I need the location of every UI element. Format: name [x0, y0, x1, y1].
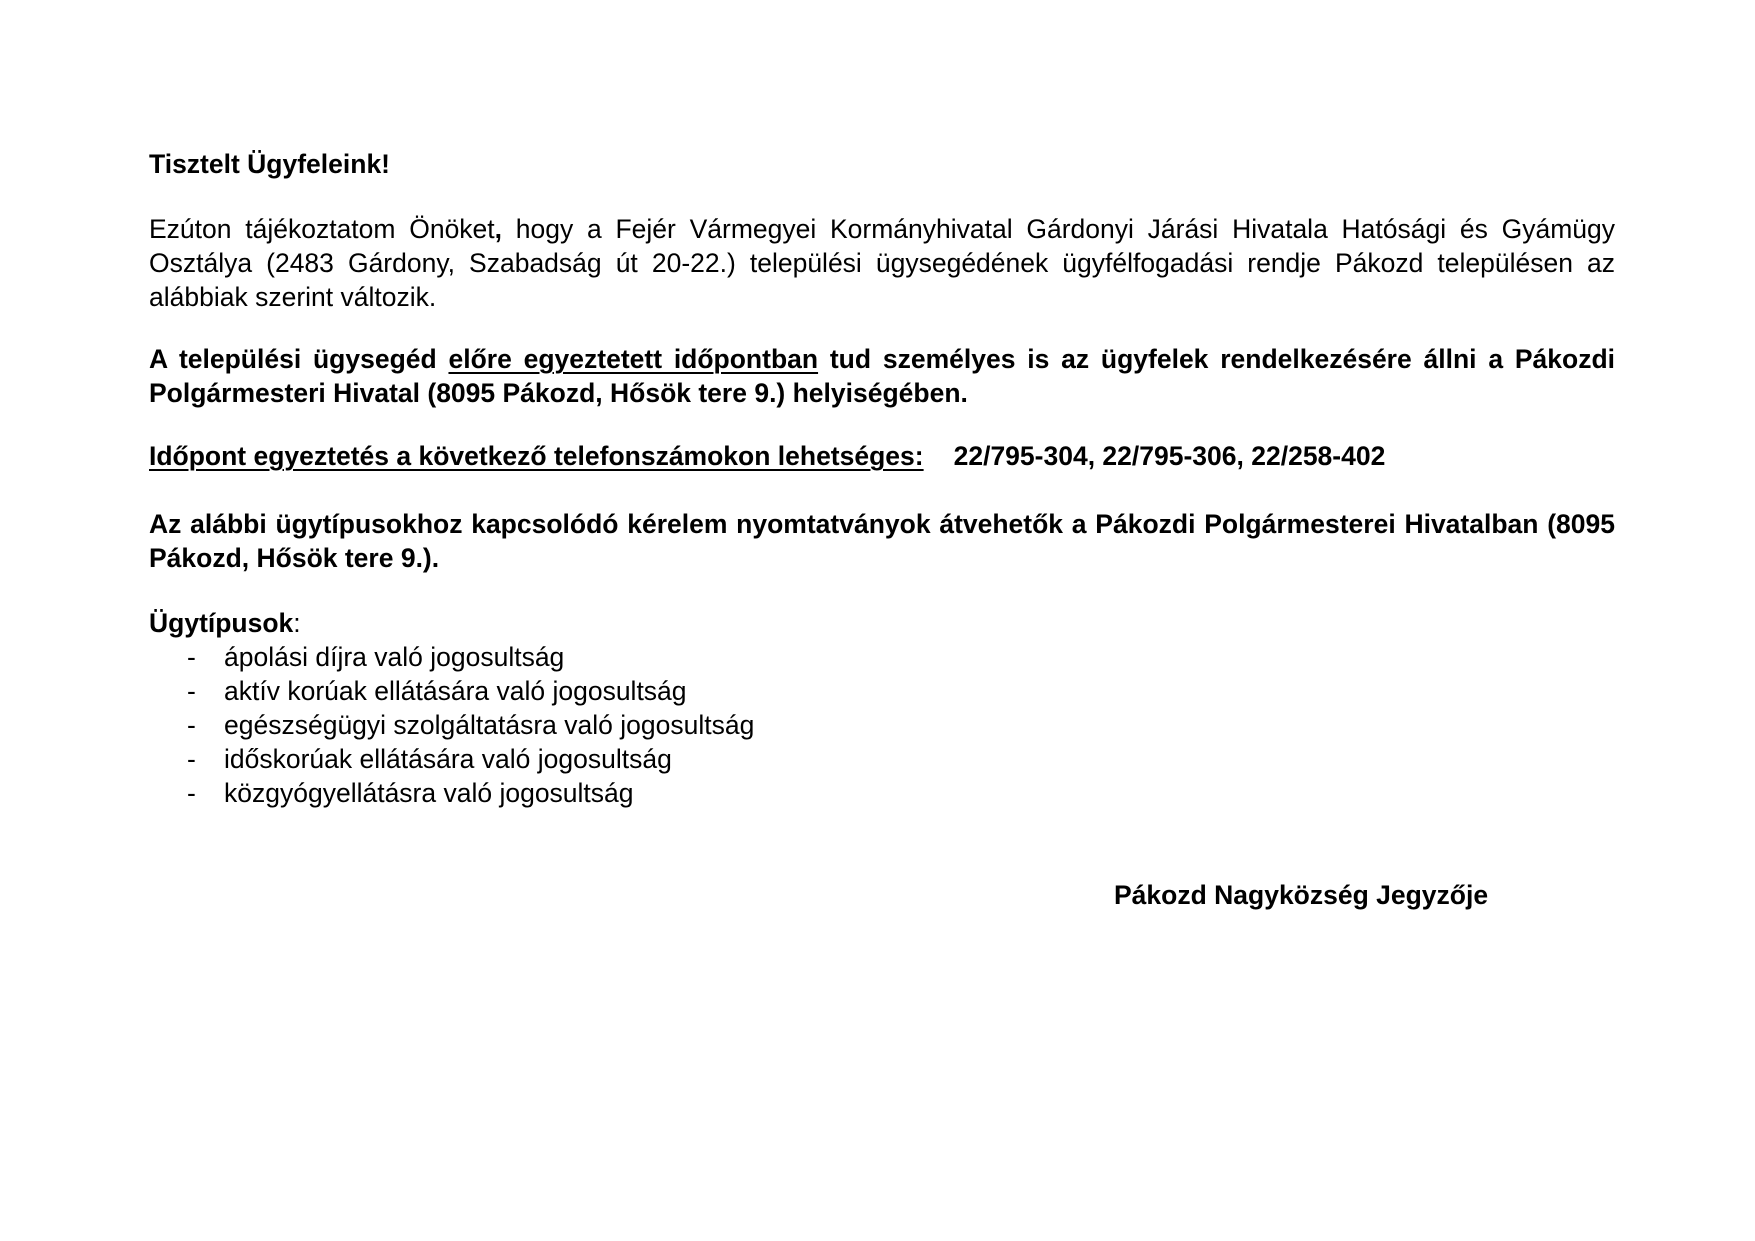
list-item-text: ápolási díjra való jogosultság — [224, 642, 565, 672]
intro-comma: , — [494, 214, 503, 244]
list-item — [149, 708, 754, 742]
list-item — [149, 776, 754, 810]
appointment-after: tud személyes is az ügyfelek rendelkezésére állni a Pákozdi Polgármesteri Hivatal (8095 Pákozd, Hősök tere 9.) helyiségében. — [149, 344, 1615, 408]
list-bullet: - — [187, 676, 196, 706]
list-bullet: - — [187, 710, 196, 740]
appointment-paragraph — [149, 342, 1615, 410]
appointment-before: A települési ügysegéd — [149, 344, 449, 374]
list-item-text: aktív korúak ellátására való jogosultság — [224, 676, 687, 706]
list-item — [149, 640, 754, 674]
phone-line — [149, 439, 1615, 473]
list-item-text: egészségügyi szolgáltatásra való jogosultság — [224, 710, 755, 740]
list-item-text: közgyógyellátásra való jogosultság — [224, 778, 634, 808]
list-item-text: időskorúak ellátására való jogosultság — [224, 744, 672, 774]
signature: Pákozd Nagyközség Jegyzője — [1114, 880, 1489, 910]
intro-part-2: hogy a Fejér Vármegyei Kormányhivatal Gárdonyi Járási Hivatala Hatósági és Gyámügy Osztálya (2483 Gárdony, Szabadság út 20-22.) települési ügysegédének ügyfélfogadási rendje Pákozd településen az alábbiak szerint változik. — [149, 214, 1616, 312]
case-types-list — [149, 640, 754, 810]
case-types-heading-text: Ügytípusok — [149, 608, 294, 638]
list-bullet: - — [187, 778, 196, 808]
greeting-heading: Tisztelt Ügyfeleink! — [149, 149, 391, 179]
list-item — [149, 742, 754, 776]
case-types-heading-colon: : — [293, 608, 301, 638]
list-bullet: - — [187, 744, 196, 774]
appointment-underlined: előre egyeztetett időpontban — [448, 344, 819, 374]
list-item — [149, 674, 754, 708]
list-bullet: - — [187, 642, 196, 672]
intro-paragraph — [149, 212, 1615, 314]
phone-label: Időpont egyeztetés a következő telefonszámokon lehetséges: — [149, 441, 924, 471]
phone-numbers: 22/795-304, 22/795-306, 22/258-402 — [953, 441, 1386, 471]
intro-part-1: Ezúton tájékoztatom Önöket — [149, 214, 495, 244]
forms-notice-paragraph: Az alábbi ügytípusokhoz kapcsolódó kérelem nyomtatványok átvehetők a Pákozdi Polgármesterei Hivatalban (8095 Pákozd, Hősök tere 9.). — [149, 509, 1615, 573]
case-types-heading — [149, 606, 1615, 640]
